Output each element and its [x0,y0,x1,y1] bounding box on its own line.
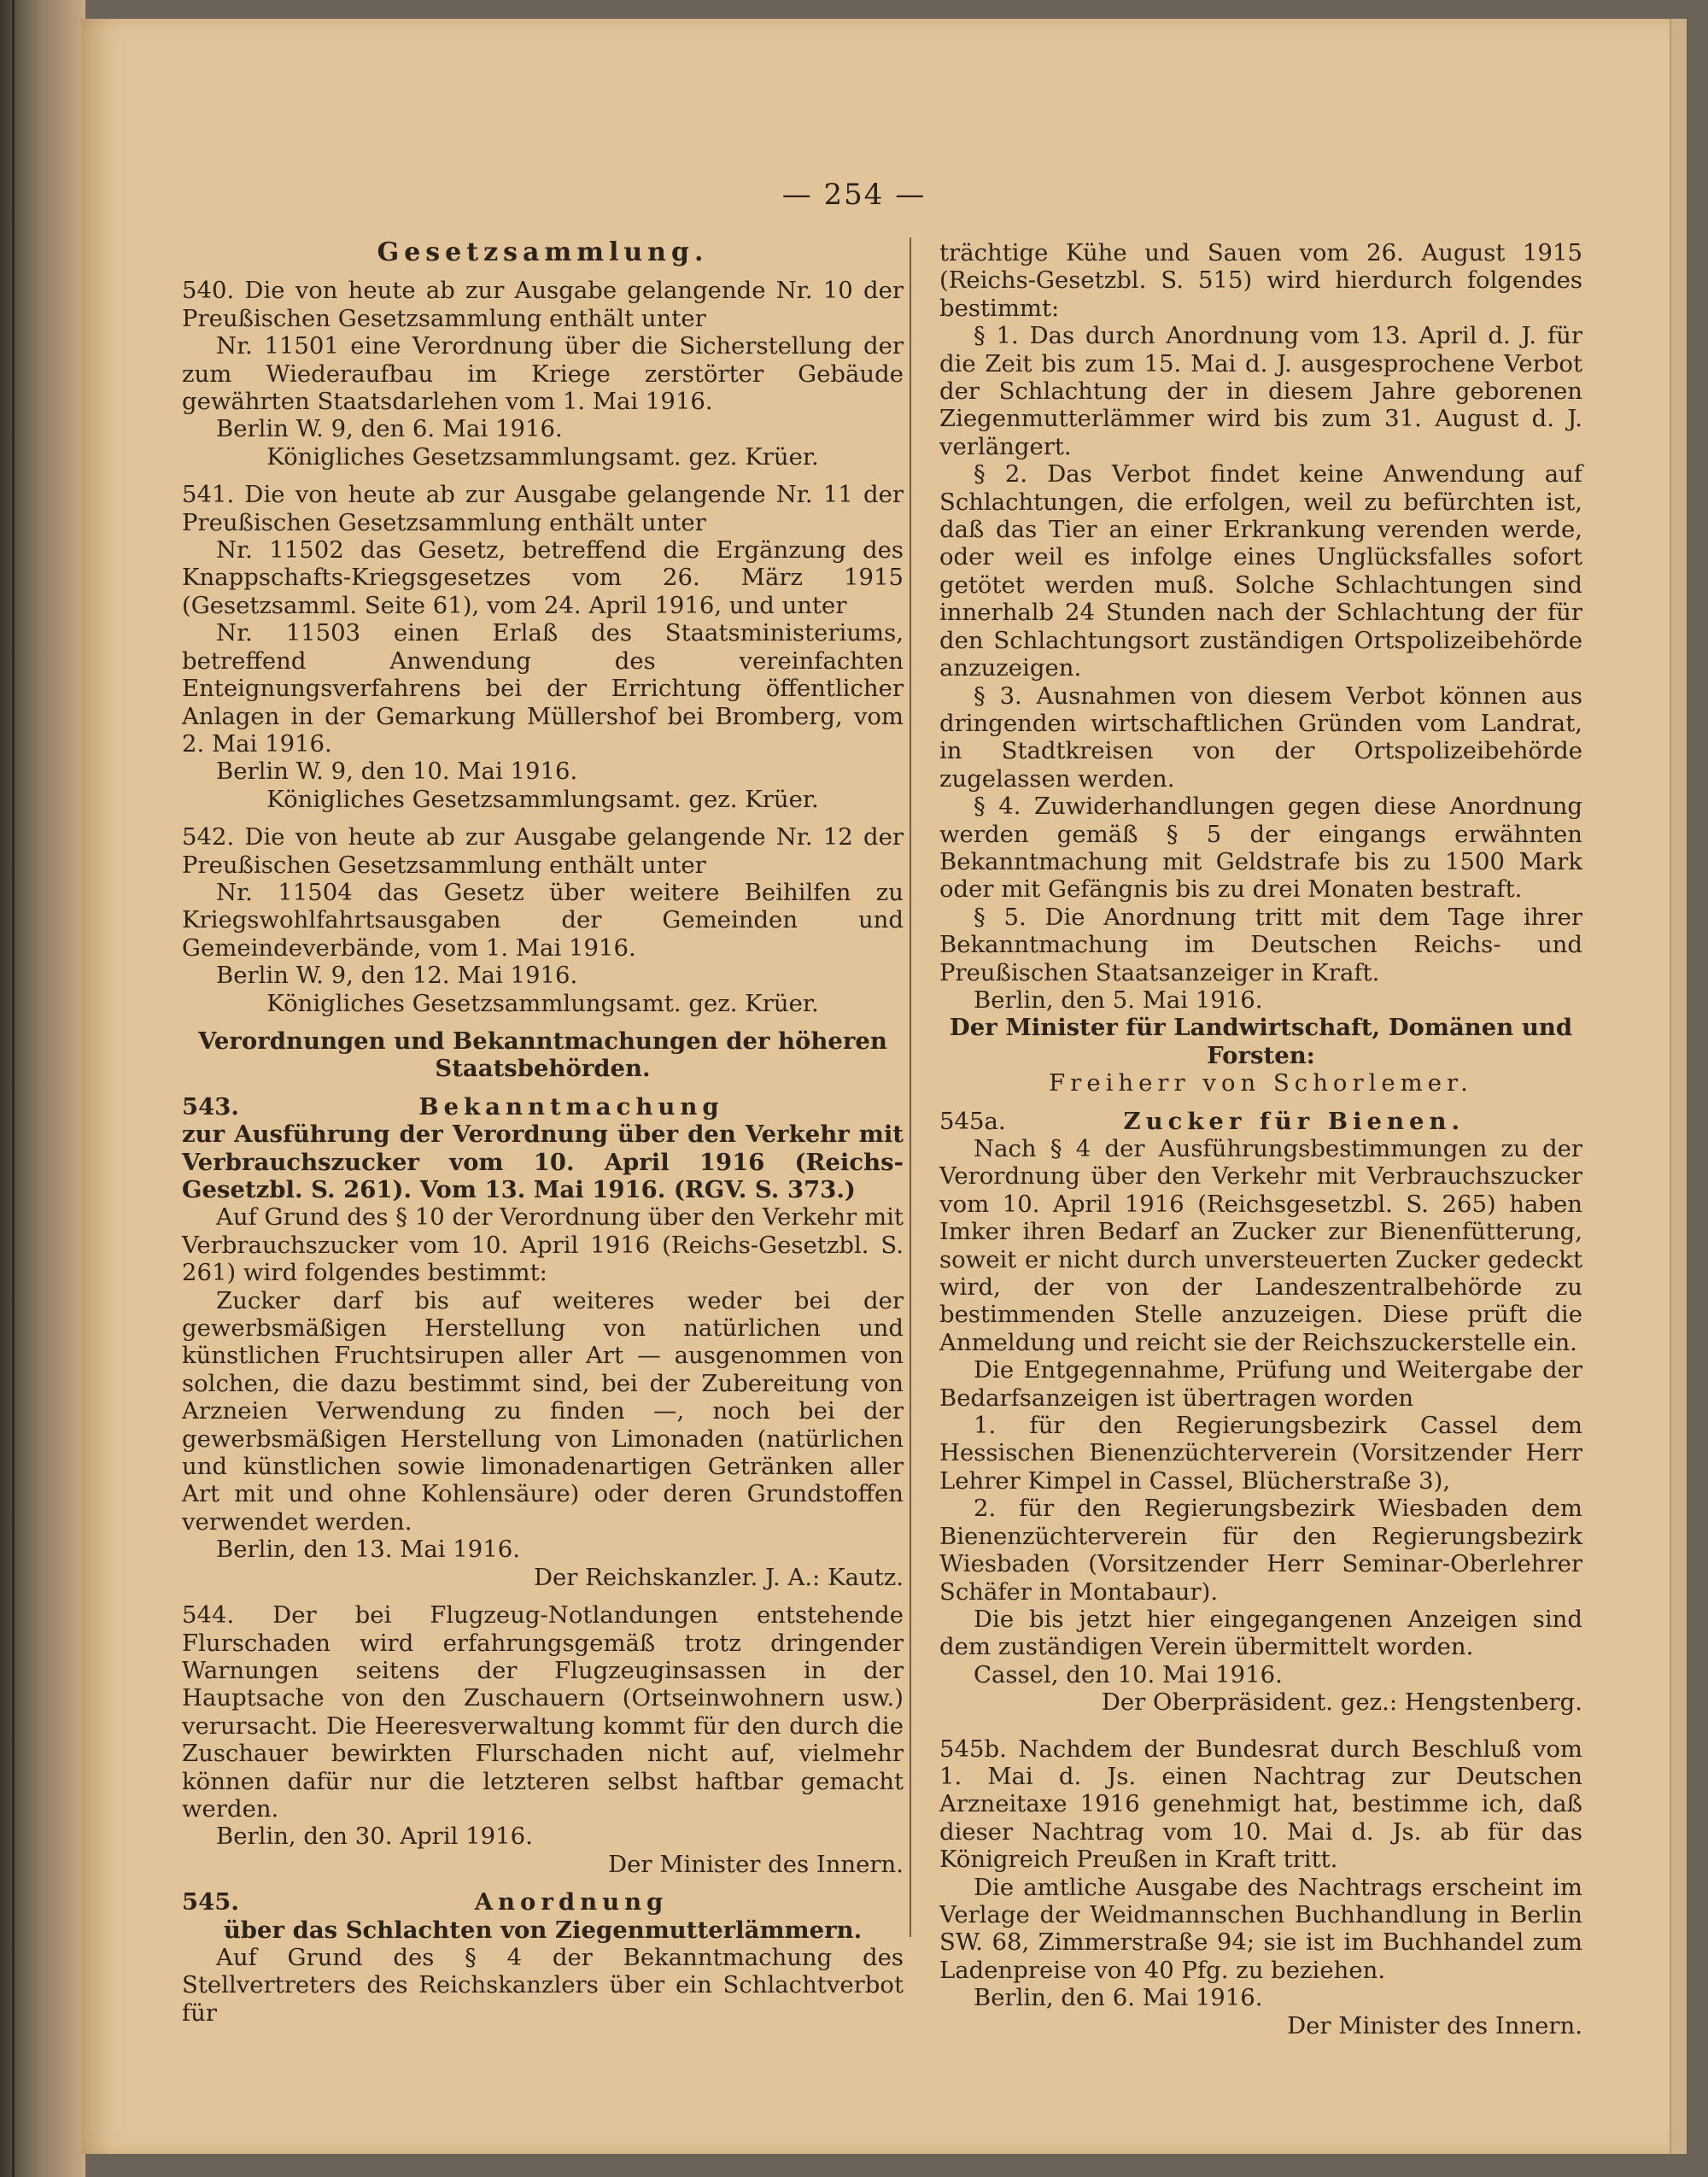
entry-541-text: 541. Die von heute ab zur Ausgabe gelangende Nr. 11 der Preußischen Gesetzsammlung enthält unter [182,481,904,536]
paragraph-4: § 4. Zuwiderhandlungen gegen diese Anordnung werden gemäß § 5 der eingangs erwähnten Bekanntmachung mit Geldstrafe bis zu 1500 Mark oder mit Gefängnis bis zu drei Monaten bestraft. [939,793,1582,904]
entry-543-date: Berlin, den 13. Mai 1916. [216,1536,521,1564]
entry-545b-text: 545b. Nachdem der Bundesrat durch Beschluß vom 1. Mai d. Js. einen Nachtrag zur Deutschen Arzneitaxe 1916 genehmigt hat, bestimme ich, daß dieser Nachtrag vom 10. Mai d. Js. ab für das Königreich Preußen in Kraft tritt. [939,1735,1582,1874]
entry-543-head [182,1093,904,1121]
paragraph-1: § 1. Das durch Anordnung vom 13. April d. J. für die Zeit bis zum 15. Mai d. J. ausgesprochene Verbot der Schlachtung der in diesem Jahre geborenen Ziegenmutterlämmer wird bis zum 31. August d. J. verlängert. [939,322,1582,460]
entry-545a-p1: Nach § 4 der Ausführungsbestimmungen zu der Verordnung über den Verkehr mit Verbrauchszucker vom 10. April 1916 (Reichsgesetzbl. S. 265) haben Imker ihren Bedarf an Zucker zur Bienenfütterung, soweit er nicht durch unversteuerten Zucker gedeckt wird, der von der Landeszentralbehörde zu bestimmenden Stelle anzuzeigen. Diese prüft die Anmeldung und reicht sie der Reichszuckerstelle ein. [939,1135,1582,1356]
entry-545-date: Berlin, den 5. Mai 1916. [974,986,1263,1014]
entry-545a-date: Cassel, den 10. Mai 1916. [974,1660,1283,1688]
entry-545a-sign: Der Oberpräsident. gez.: Hengstenberg. [1101,1688,1582,1717]
entry-545-subtitle: über das Schlachten von Ziegenmutterlämmern. [223,1916,863,1944]
minister-title: Der Minister für Landwirtschaft, Domänen und Forsten: [949,1014,1573,1069]
right-column [939,239,1582,2039]
paragraph-3: § 3. Ausnahmen von diesem Verbot können aus dringenden wirtschaftlichen Gründen vom Landrat, in Stadtkreisen von der Ortspolizeibehörde zugelassen werden. [939,682,1582,793]
entry-541-item1: Nr. 11502 das Gesetz, betreffend die Ergänzung des Knappschafts-Kriegsgesetzes vom 26. März 1915 (Gesetzsamml. Seite 61), vom 24. April 1916, und unter [182,536,904,619]
entry-541-sign: Königliches Gesetzsammlungsamt. gez. Krüer. [266,785,819,813]
entry-545-head [182,1888,904,1916]
entry-542-text: 542. Die von heute ab zur Ausgabe gelangende Nr. 12 der Preußischen Gesetzsammlung enthält unter [182,823,904,879]
entry-544-date: Berlin, den 30. April 1916. [216,1823,533,1851]
minister-name: Freiherr von Schorlemer. [1049,1069,1473,1097]
entry-541-item2: Nr. 11503 einen Erlaß des Staatsministeriums, betreffend Anwendung des vereinfachten Enteignungsverfahrens bei der Errichtung öffentlicher Anlagen in der Gemarkung Müllershof bei Bromberg, vom 2. Mai 1916. [182,619,904,758]
entry-545a-number: 545a. [939,1107,1006,1135]
page-edge [1670,19,1687,2154]
entry-542-sign: Königliches Gesetzsammlungsamt. gez. Krüer. [266,989,819,1017]
entry-545b-p2: Die amtliche Ausgabe des Nachtrags erscheint im Verlage der Weidmannschen Buchhandlung in Berlin SW. 68, Zimmerstraße 94; sie ist im Buchhandel zum Ladenpreise von 40 Pfg. zu beziehen. [939,1873,1582,1984]
entry-540-sign: Königliches Gesetzsammlungsamt. gez. Krüer. [266,442,819,471]
entry-543-p2: Zucker darf bis auf weiteres weder bei der gewerbsmäßigen Herstellung von natürlichen und künstlichen Fruchtsirupen aller Art — ausgenommen von solchen, die dazu bestimmt sind, bei der Zubereitung von Arzneien Verwendung zu finden —, noch bei der gewerbsmäßigen Herstellung von Limonaden (natürlichen und künstlichen sowie limonadenartigen Getränken aller Art mit und ohne Kohlensäure) oder deren Grundstoffen verwendet werden. [182,1286,904,1536]
entry-543-sign: Der Reichskanzler. J. A.: Kautz. [533,1563,904,1591]
section-heading: Verordnungen und Bekanntmachungen der höheren Staatsbehörden. [198,1027,887,1083]
entry-544-text: 544. Der bei Flugzeug-Notlandungen entstehende Flurschaden wird erfahrungsgemäß trotz dringender Warnungen seitens der Flugzeuginsassen in der Hauptsache von den Zuschauern (Ortseinwohnern usw.) verursacht. Die Heeresverwaltung kommt für den durch die Zuschauer bewirkten Flurschaden nicht auf, vielmehr können dafür nur die letzteren selbst haftbar gemacht werden. [182,1601,904,1823]
entry-545b-date: Berlin, den 6. Mai 1916. [974,1984,1263,2012]
paragraph-5: § 5. Die Anordnung tritt mit dem Tage ihrer Bekanntmachung im Deutschen Reichs- und Preußischen Staatsanzeiger in Kraft. [939,903,1582,986]
entry-542-date: Berlin W. 9, den 12. Mai 1916. [216,962,578,990]
entry-540-text: 540. Die von heute ab zur Ausgabe gelangende Nr. 10 der Preußischen Gesetzsammlung enthält unter [182,277,904,332]
entry-543-p1: Auf Grund des § 10 der Verordnung über den Verkehr mit Verbrauchszucker vom 10. April 1916 (Reichs-Gesetzbl. S. 261) wird folgendes bestimmt: [182,1203,904,1287]
entry-545a-head [939,1108,1582,1135]
paragraph-2: § 2. Das Verbot findet keine Anwendung auf Schlachtungen, die erfolgen, weil zu befürchten ist, daß das Tier an einer Erkrankung verenden werde, oder weil es infolge eines Unglücksfalles sofort getötet werden muß. Solche Schlachtungen sind innerhalb 24 Stunden nach der Schlachtung der für den Schlachtungsort zuständigen Ortspolizeibehörde anzuzeigen. [939,460,1582,682]
entry-545-title: Anordnung [474,1888,669,1917]
spine-binding [12,0,15,2177]
entry-545a-item1: 1. für den Regierungsbezirk Cassel dem Hessischen Bienenzüchterverein (Vorsitzender Herr Lehrer Kimpel in Cassel, Blücherstraße 3), [939,1412,1582,1495]
entry-543-title: Bekanntmachung [418,1092,724,1121]
entry-544-sign: Der Minister des Innern. [608,1850,904,1878]
entry-540-item: Nr. 11501 eine Verordnung über die Sicherstellung der zum Wiederaufbau im Kriege zerstörter Gebäude gewährten Staatsdarlehen vom 1. Mai 1916. [182,332,904,416]
entry-543-number: 543. [182,1092,239,1121]
entry-542-item: Nr. 11504 das Gesetz über weitere Beihilfen zu Kriegswohlfahrtsausgaben der Gemeinden und Gemeindeverbände, vom 1. Mai 1916. [182,878,904,962]
entry-545a-p3: Die bis jetzt hier eingegangenen Anzeigen sind dem zuständigen Verein übermittelt worden. [939,1605,1582,1661]
column-divider [910,237,911,1937]
left-column [182,239,904,2027]
entry-545a-item2: 2. für den Regierungsbezirk Wiesbaden dem Bienenzüchterverein für den Regierungsbezirk Wiesbaden (Vorsitzender Herr Seminar-Oberlehrer Schäfer in Montabaur). [939,1495,1582,1606]
entry-545b-sign: Der Minister des Innern. [1287,2011,1582,2039]
page-number: — 254 — [781,178,927,212]
entry-545-continuation: trächtige Kühe und Sauen vom 26. August 1915 (Reichs-Gesetzbl. S. 515) wird hierdurch folgendes bestimmt: [939,239,1582,322]
heading-gesetzsammlung: Gesetzsammlung. [377,237,709,267]
entry-545a-p2: Die Entgegennahme, Prüfung und Weitergabe der Bedarfsanzeigen ist übertragen worden [939,1356,1582,1412]
entry-543-subtitle: zur Ausführung der Verordnung über den Verkehr mit Verbrauchszucker vom 10. April 1916 (Reichs-Gesetzbl. S. 261). Vom 13. Mai 1916. (RGV. S. 373.) [182,1121,904,1203]
entry-540-date: Berlin W. 9, den 6. Mai 1916. [216,415,563,443]
entry-545-p1: Auf Grund des § 4 der Bekanntmachung des Stellvertreters des Reichskanzlers über ein Schlachtverbot für [182,1943,904,2027]
entry-545a-title: Zucker für Bienen. [1123,1107,1465,1135]
entry-545-number: 545. [182,1888,239,1917]
entry-541-date: Berlin W. 9, den 10. Mai 1916. [216,758,578,786]
